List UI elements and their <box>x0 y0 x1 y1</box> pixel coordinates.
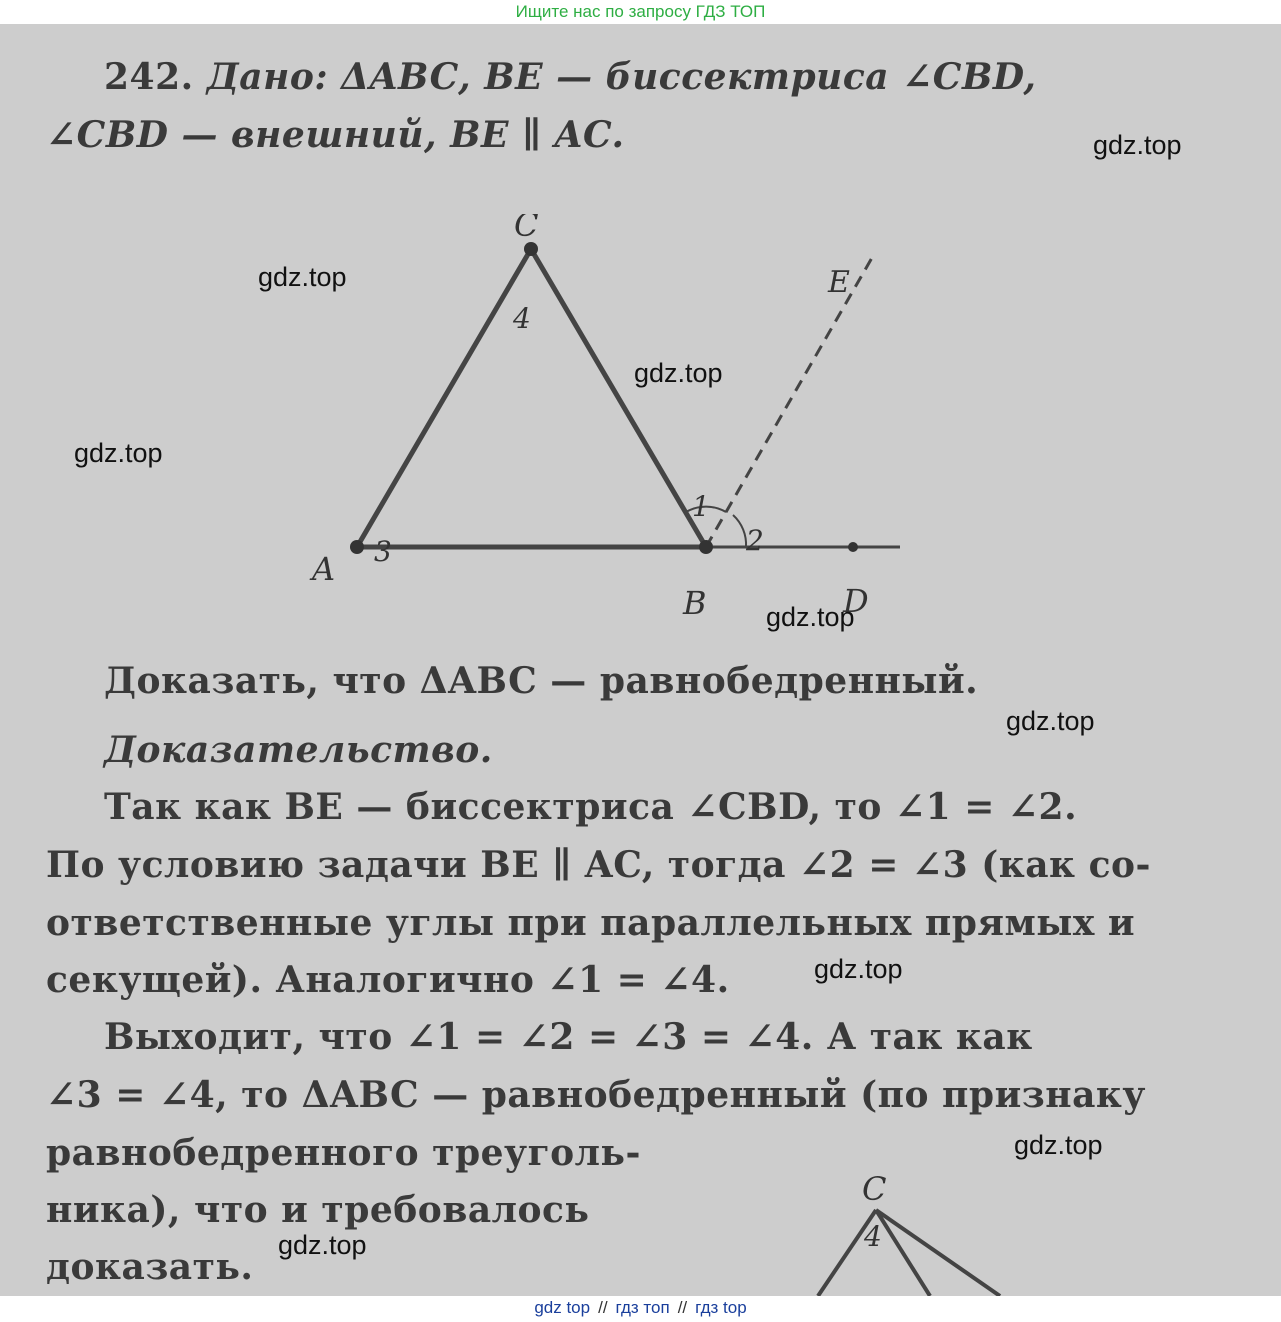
label-C-2: C <box>862 1170 887 1208</box>
watermark: gdz.top <box>74 438 163 468</box>
footer-link-gdz-top[interactable]: gdz top <box>534 1298 591 1317</box>
second-triangle-figure <box>780 1146 1040 1296</box>
proof-line-9: доказать. <box>46 1246 254 1288</box>
problem-given-line-2: ∠CBD — внешний, BE ∥ AC. <box>46 114 625 156</box>
watermark: gdz.top <box>258 262 347 292</box>
proof-line-6: ∠3 = ∠4, то ΔABC — равнобедренный (по признаку <box>46 1074 1146 1116</box>
label-C: C <box>514 214 539 244</box>
footer-separator: // <box>598 1298 608 1317</box>
proof-line-8: ника), что и требовалось <box>46 1189 590 1231</box>
watermark: gdz.top <box>1006 706 1095 736</box>
side-CB <box>531 249 706 547</box>
point-D <box>848 542 858 552</box>
angle-label-4: 4 <box>513 302 531 335</box>
watermark: gdz.top <box>1093 130 1182 160</box>
watermark: gdz.top <box>634 358 723 388</box>
label-A: A <box>312 550 336 588</box>
proof-line-2: По условию задачи BE ∥ AC, тогда ∠2 = ∠3 (как со- <box>46 844 1151 886</box>
angle-label-1: 1 <box>692 490 710 523</box>
triangle-figure <box>0 214 1281 634</box>
arc-angle-2 <box>733 515 746 547</box>
prove-statement: Доказать, что ΔABC — равнобедренный. <box>104 660 979 702</box>
footer-separator: // <box>677 1298 688 1317</box>
proof-line-4: секущей). Аналогично ∠1 = ∠4. <box>46 959 730 1001</box>
watermark: gdz.top <box>814 954 903 984</box>
label-D: D <box>843 582 869 620</box>
angle-label-4-2: 4 <box>864 1220 882 1253</box>
footer-links <box>0 1296 1281 1322</box>
watermark: gdz.top <box>766 602 855 632</box>
proof-line-5: Выходит, что ∠1 = ∠2 = ∠3 = ∠4. А так как <box>104 1016 1033 1058</box>
angle-label-2: 2 <box>746 524 764 557</box>
footer-link-gdz-top-ru[interactable]: гдз топ <box>615 1298 670 1317</box>
problem-number: 242. <box>104 56 194 98</box>
proof-line-3: ответственные углы при параллельных прямых и <box>46 902 1136 944</box>
label-B: B <box>683 584 707 622</box>
proof-line-1: Так как BE — биссектриса ∠CBD, то ∠1 = ∠2. <box>104 786 1078 828</box>
top-search-banner: Ищите нас по запросу ГДЗ ТОП <box>0 0 1281 24</box>
angle-label-3: 3 <box>374 535 392 568</box>
problem-given-line-1 <box>104 56 1036 98</box>
proof-line-7: равнобедренного треуголь- <box>46 1132 641 1174</box>
given-label: Дано: <box>206 56 329 98</box>
point-C <box>524 242 538 256</box>
textbook-page <box>0 24 1281 1296</box>
proof-heading: Доказательство. <box>104 729 493 771</box>
label-E: E <box>828 265 850 300</box>
point-B <box>699 540 713 554</box>
side-AC <box>357 249 531 547</box>
watermark: gdz.top <box>278 1230 367 1260</box>
watermark: gdz.top <box>1014 1130 1103 1160</box>
point-A <box>350 540 364 554</box>
footer-link-gdz-top-mixed[interactable]: гдз top <box>695 1298 747 1317</box>
given-text-1: ΔABC, BE — биссектриса ∠CBD, <box>328 56 1037 98</box>
